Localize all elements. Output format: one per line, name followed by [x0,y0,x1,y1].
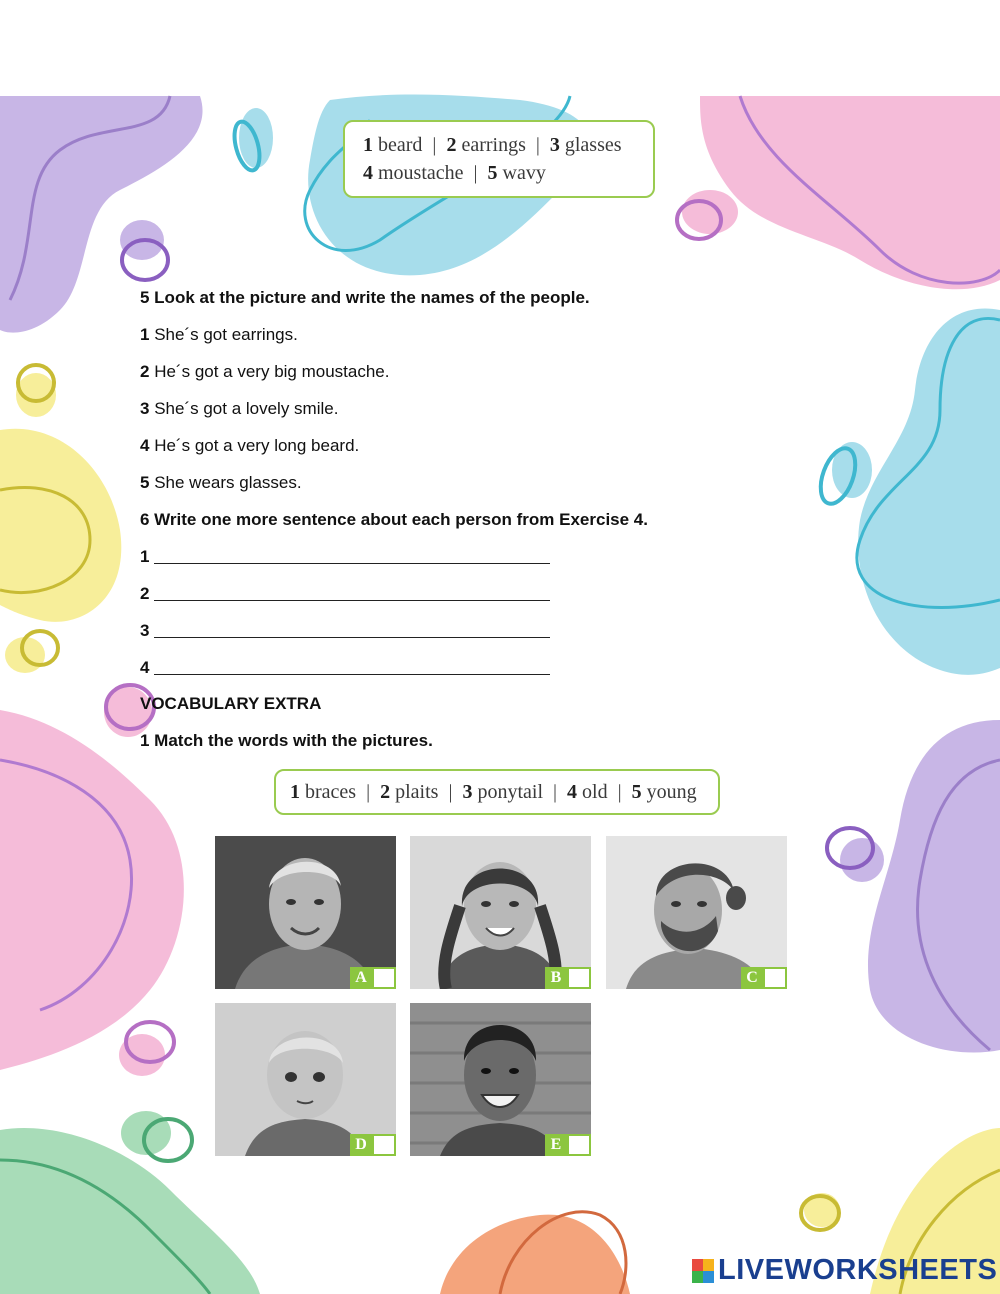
word-item: moustache [378,162,464,184]
word-box-line-2: 4 moustache | 5 wavy [363,162,546,184]
word-box-features [343,120,655,198]
answer-line-1[interactable] [154,546,550,564]
word-number: 1 [363,134,373,156]
vocabulary-title: VOCABULARY EXTRA [140,694,322,713]
exercise-5-item: 2 He´s got a very big moustache. [140,362,390,381]
word-item: wavy [502,162,546,184]
word-item: ponytail [477,781,543,803]
answer-line-2[interactable] [154,583,550,601]
photo-toddler [215,1003,396,1156]
answer-line-3[interactable] [154,620,550,638]
word-number: 2 [446,134,457,156]
answer-box[interactable] [567,1134,591,1156]
word-box-line-1: 1 beard | 2 earrings | 3 glasses [363,134,622,156]
answer-line-4[interactable] [154,657,550,675]
photo-old-man [215,836,396,989]
photo-label-d: D [350,1134,396,1156]
answer-box[interactable] [372,1134,396,1156]
logo-text: LIVEWORKSHEETS [718,1254,998,1286]
photo-label-e: E [545,1134,591,1156]
word-item: plaits [395,781,439,803]
word-item: glasses [564,134,622,156]
word-item: old [582,781,608,803]
word-box-line: 1 braces | 2 plaits | 3 ponytail | 4 old | 5 young [290,781,697,803]
answer-box[interactable] [372,967,396,989]
exercise-5-item: 1 She´s got earrings. [140,325,298,344]
photo-boy-braces [410,1003,591,1156]
photo-man-ponytail [606,836,787,989]
photo-girl-plaits [410,836,591,989]
vocabulary-instruction: 1 Match the words with the pictures. [140,731,433,750]
word-item: earrings [461,134,526,156]
exercise-5-item: 3 She´s got a lovely smile. [140,399,339,418]
answer-line-number: 2 [140,584,150,603]
word-number: 4 [363,162,373,184]
photo-label-b: B [545,967,591,989]
exercise-5-item: 5 She wears glasses. [140,473,302,492]
word-item: beard [378,134,423,156]
photo-label-a: A [350,967,396,989]
logo-mark-icon [692,1259,714,1283]
exercise-5-heading: 5 Look at the picture and write the names of the people. [140,288,590,307]
liveworksheets-logo [692,1254,997,1287]
photo-label-c: C [741,967,787,989]
word-number: 5 [487,162,498,184]
answer-box[interactable] [567,967,591,989]
answer-line-number: 1 [140,547,150,566]
word-box-vocabulary [274,769,720,815]
answer-box[interactable] [763,967,787,989]
word-number: 3 [549,134,560,156]
answer-line-number: 4 [140,658,150,677]
exercise-6-heading: 6 Write one more sentence about each person from Exercise 4. [140,510,648,529]
answer-line-number: 3 [140,621,150,640]
exercise-5-item: 4 He´s got a very long beard. [140,436,360,455]
word-item: young [646,781,697,803]
word-item: braces [305,781,357,803]
